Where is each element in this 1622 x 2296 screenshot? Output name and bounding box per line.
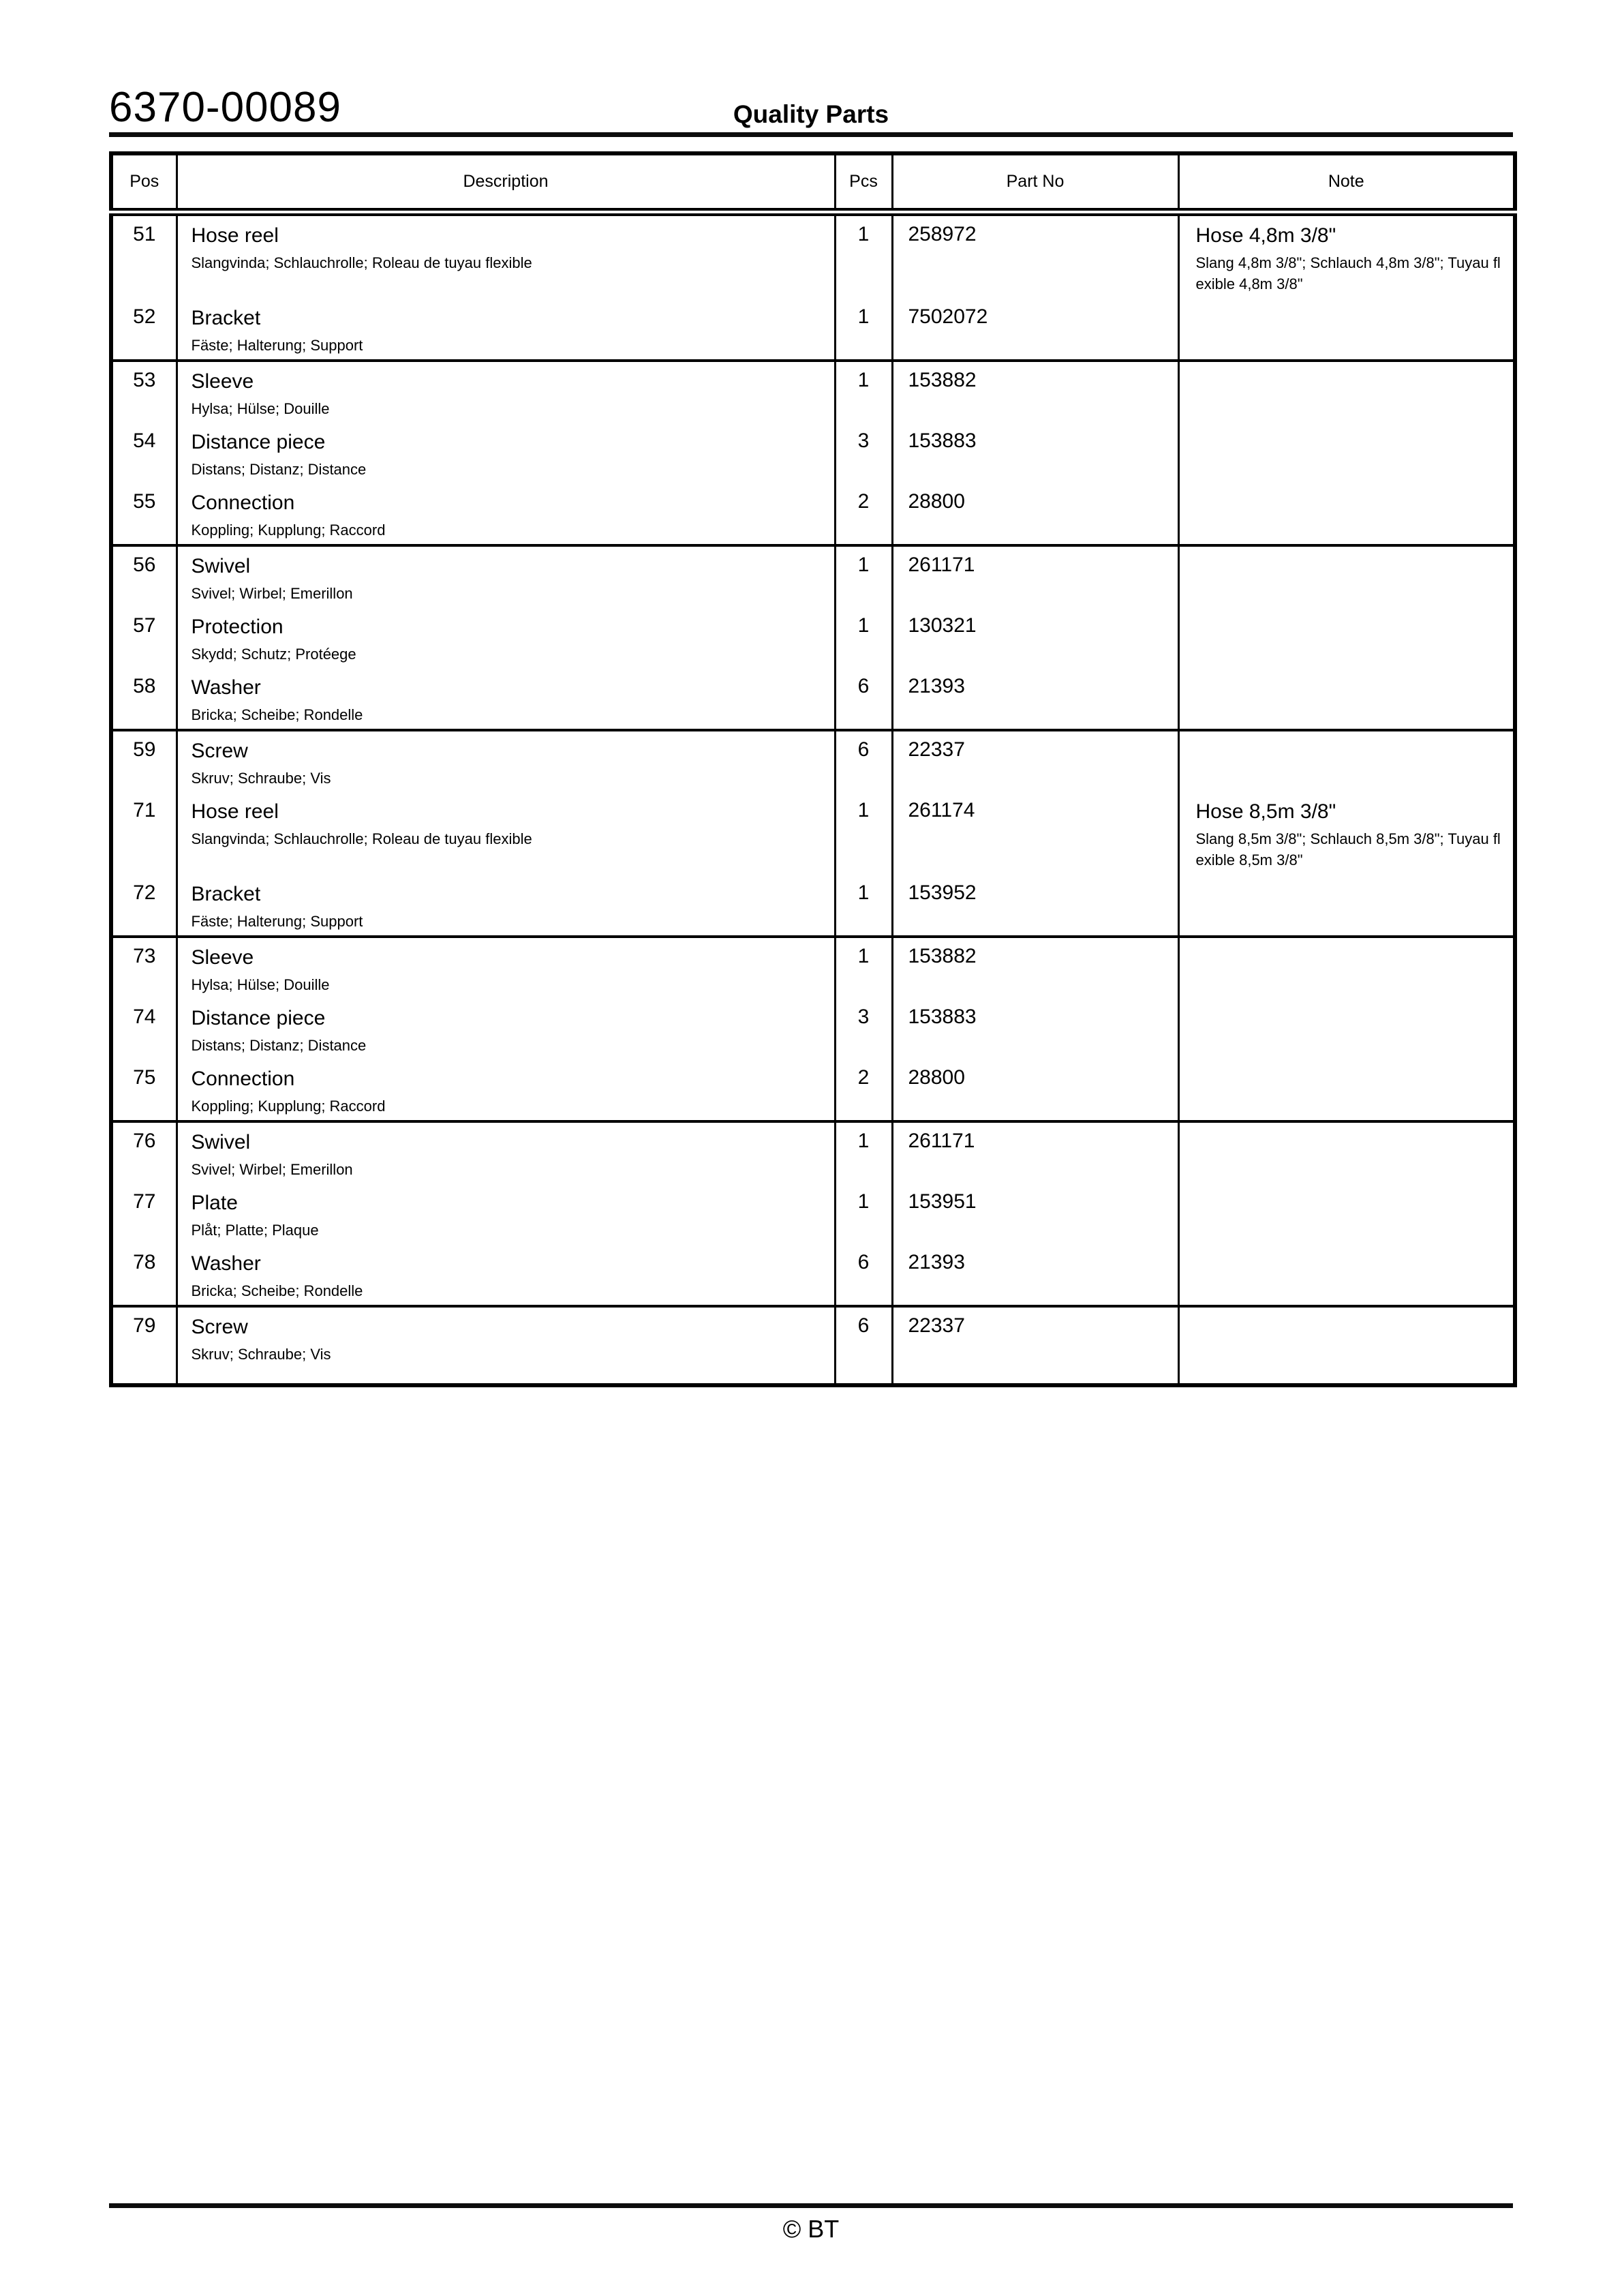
pcs-cell: 1 — [835, 875, 892, 937]
note-cell — [1178, 423, 1515, 483]
pcs-cell: 3 — [835, 999, 892, 1059]
part-no-cell: 261171 — [892, 1121, 1178, 1183]
part-no-cell: 28800 — [892, 483, 1178, 545]
description-cell — [177, 423, 835, 483]
description-cell — [177, 483, 835, 545]
row-group-6 — [111, 1121, 1515, 1306]
parts-table-container — [109, 151, 1513, 1387]
description-main: Washer — [191, 1252, 261, 1275]
description-main: Sleeve — [191, 946, 254, 969]
table-row-57 — [111, 607, 1515, 668]
pcs-cell: 3 — [835, 423, 892, 483]
description-cell — [177, 792, 835, 875]
row-group-3 — [111, 545, 1515, 730]
pos-cell: 55 — [111, 483, 177, 545]
pcs-cell: 2 — [835, 1059, 892, 1121]
part-no-cell: 153883 — [892, 999, 1178, 1059]
description-main: Distance piece — [191, 1007, 326, 1029]
pcs-cell: 1 — [835, 937, 892, 999]
column-header-part-no: Part No — [892, 153, 1178, 212]
description-main: Sleeve — [191, 370, 254, 393]
page-title: Quality Parts — [733, 100, 889, 128]
pos-cell: 51 — [111, 212, 177, 299]
pos-cell: 77 — [111, 1183, 177, 1244]
part-no-cell: 261171 — [892, 545, 1178, 607]
description-main: Swivel — [191, 1131, 251, 1153]
note-cell — [1178, 1121, 1515, 1183]
table-row-54 — [111, 423, 1515, 483]
note-cell — [1178, 999, 1515, 1059]
pos-cell: 52 — [111, 299, 177, 361]
table-row-58 — [111, 668, 1515, 730]
description-sub: Skruv; Schraube; Vis — [191, 1346, 331, 1363]
note-cell — [1178, 1183, 1515, 1244]
description-main: Screw — [191, 740, 248, 762]
description-cell — [177, 999, 835, 1059]
description-sub: Fäste; Halterung; Support — [191, 337, 363, 354]
note-cell — [1178, 730, 1515, 792]
doc-number: 6370-00089 — [109, 84, 341, 131]
note-main: Hose 8,5m 3/8" — [1195, 800, 1336, 823]
description-main: Connection — [191, 1068, 295, 1090]
description-sub: Plåt; Platte; Plaque — [191, 1222, 319, 1239]
pos-cell: 72 — [111, 875, 177, 937]
description-cell — [177, 1059, 835, 1121]
note-cell — [1178, 361, 1515, 423]
table-row-79 — [111, 1306, 1515, 1385]
part-no-cell: 153882 — [892, 361, 1178, 423]
description-sub: Distans; Distanz; Distance — [191, 1037, 367, 1054]
note-cell — [1178, 937, 1515, 999]
pos-cell: 79 — [111, 1306, 177, 1385]
description-sub: Bricka; Scheibe; Rondelle — [191, 706, 363, 723]
part-no-cell: 153883 — [892, 423, 1178, 483]
pcs-cell: 6 — [835, 1306, 892, 1385]
note-sub: Slang 8,5m 3/8"; Schlauch 8,5m 3/8"; Tuyau flexible 8,5m 3/8" — [1195, 830, 1501, 868]
table-row-51 — [111, 212, 1515, 299]
description-cell — [177, 730, 835, 792]
note-cell — [1178, 792, 1515, 875]
note-cell — [1178, 1306, 1515, 1385]
part-no-cell: 130321 — [892, 607, 1178, 668]
pcs-cell: 1 — [835, 212, 892, 299]
description-cell — [177, 1244, 835, 1306]
table-row-77 — [111, 1183, 1515, 1244]
pos-cell: 59 — [111, 730, 177, 792]
description-main: Washer — [191, 676, 261, 699]
table-row-52 — [111, 299, 1515, 361]
table-row-73 — [111, 937, 1515, 999]
table-header — [111, 153, 1515, 212]
pos-cell: 54 — [111, 423, 177, 483]
description-cell — [177, 299, 835, 361]
pcs-cell: 1 — [835, 299, 892, 361]
pos-cell: 78 — [111, 1244, 177, 1306]
note-cell — [1178, 483, 1515, 545]
row-group-7 — [111, 1306, 1515, 1385]
description-sub: Skydd; Schutz; Protéege — [191, 646, 356, 663]
note-cell — [1178, 1059, 1515, 1121]
part-no-cell: 153952 — [892, 875, 1178, 937]
pcs-cell: 6 — [835, 668, 892, 730]
description-cell — [177, 937, 835, 999]
description-main: Bracket — [191, 307, 261, 329]
column-header-pos: Pos — [111, 153, 177, 212]
table-row-75 — [111, 1059, 1515, 1121]
note-cell — [1178, 668, 1515, 730]
pos-cell: 74 — [111, 999, 177, 1059]
note-cell — [1178, 607, 1515, 668]
description-sub: Slangvinda; Schlauchrolle; Roleau de tuyau flexible — [191, 830, 532, 847]
part-no-cell: 7502072 — [892, 299, 1178, 361]
description-cell — [177, 1121, 835, 1183]
table-row-71 — [111, 792, 1515, 875]
pcs-cell: 6 — [835, 730, 892, 792]
description-main: Distance piece — [191, 431, 326, 453]
pcs-cell: 1 — [835, 545, 892, 607]
description-sub: Koppling; Kupplung; Raccord — [191, 1098, 386, 1115]
pos-cell: 75 — [111, 1059, 177, 1121]
part-no-cell: 21393 — [892, 668, 1178, 730]
description-main: Hose reel — [191, 800, 279, 823]
footer-copyright: © BT — [782, 2215, 840, 2243]
pcs-cell: 1 — [835, 361, 892, 423]
row-group-2 — [111, 361, 1515, 545]
description-sub: Slangvinda; Schlauchrolle; Roleau de tuyau flexible — [191, 254, 532, 271]
part-no-cell: 22337 — [892, 730, 1178, 792]
description-sub: Hylsa; Hülse; Douille — [191, 976, 330, 993]
description-sub: Skruv; Schraube; Vis — [191, 770, 331, 787]
row-group-1 — [111, 212, 1515, 361]
description-cell — [177, 212, 835, 299]
note-cell — [1178, 545, 1515, 607]
pos-cell: 73 — [111, 937, 177, 999]
description-cell — [177, 875, 835, 937]
description-main: Screw — [191, 1316, 248, 1338]
part-no-cell: 258972 — [892, 212, 1178, 299]
column-header-description: Description — [177, 153, 835, 212]
note-cell — [1178, 299, 1515, 361]
table-row-72 — [111, 875, 1515, 937]
description-sub: Svivel; Wirbel; Emerillon — [191, 585, 353, 602]
description-main: Bracket — [191, 883, 261, 905]
description-cell — [177, 1183, 835, 1244]
part-no-cell: 21393 — [892, 1244, 1178, 1306]
pos-cell: 58 — [111, 668, 177, 730]
description-cell — [177, 361, 835, 423]
row-group-4 — [111, 730, 1515, 937]
description-sub: Fäste; Halterung; Support — [191, 913, 363, 930]
pos-cell: 76 — [111, 1121, 177, 1183]
part-no-cell: 153882 — [892, 937, 1178, 999]
pos-cell: 56 — [111, 545, 177, 607]
parts-table — [109, 151, 1517, 1387]
description-sub: Distans; Distanz; Distance — [191, 461, 367, 478]
footer-rule — [109, 2203, 1513, 2208]
description-cell — [177, 1306, 835, 1385]
note-cell — [1178, 875, 1515, 937]
table-row-74 — [111, 999, 1515, 1059]
table-row-59 — [111, 730, 1515, 792]
description-sub: Hylsa; Hülse; Douille — [191, 400, 330, 417]
pcs-cell: 1 — [835, 607, 892, 668]
pcs-cell: 1 — [835, 1121, 892, 1183]
note-main: Hose 4,8m 3/8" — [1195, 224, 1336, 247]
column-header-note: Note — [1178, 153, 1515, 212]
pcs-cell: 6 — [835, 1244, 892, 1306]
note-sub: Slang 4,8m 3/8"; Schlauch 4,8m 3/8"; Tuyau flexible 4,8m 3/8" — [1195, 254, 1501, 292]
note-cell — [1178, 1244, 1515, 1306]
row-group-5 — [111, 937, 1515, 1121]
table-row-55 — [111, 483, 1515, 545]
description-main: Plate — [191, 1192, 238, 1214]
description-cell — [177, 668, 835, 730]
pos-cell: 57 — [111, 607, 177, 668]
pcs-cell: 1 — [835, 1183, 892, 1244]
note-cell — [1178, 212, 1515, 299]
table-row-53 — [111, 361, 1515, 423]
description-main: Swivel — [191, 555, 251, 577]
description-main: Connection — [191, 492, 295, 514]
description-sub: Koppling; Kupplung; Raccord — [191, 522, 386, 539]
pcs-cell: 1 — [835, 792, 892, 875]
part-no-cell: 261174 — [892, 792, 1178, 875]
column-header-pcs: Pcs — [835, 153, 892, 212]
table-header-row — [111, 153, 1515, 212]
part-no-cell: 153951 — [892, 1183, 1178, 1244]
description-cell — [177, 607, 835, 668]
table-row-78 — [111, 1244, 1515, 1306]
description-main: Protection — [191, 616, 284, 638]
header-rule — [109, 132, 1513, 137]
part-no-cell: 22337 — [892, 1306, 1178, 1385]
pos-cell: 53 — [111, 361, 177, 423]
part-no-cell: 28800 — [892, 1059, 1178, 1121]
description-main: Hose reel — [191, 224, 279, 247]
table-row-76 — [111, 1121, 1515, 1183]
pcs-cell: 2 — [835, 483, 892, 545]
description-cell — [177, 545, 835, 607]
description-sub: Svivel; Wirbel; Emerillon — [191, 1161, 353, 1178]
pos-cell: 71 — [111, 792, 177, 875]
description-sub: Bricka; Scheibe; Rondelle — [191, 1282, 363, 1299]
table-row-56 — [111, 545, 1515, 607]
